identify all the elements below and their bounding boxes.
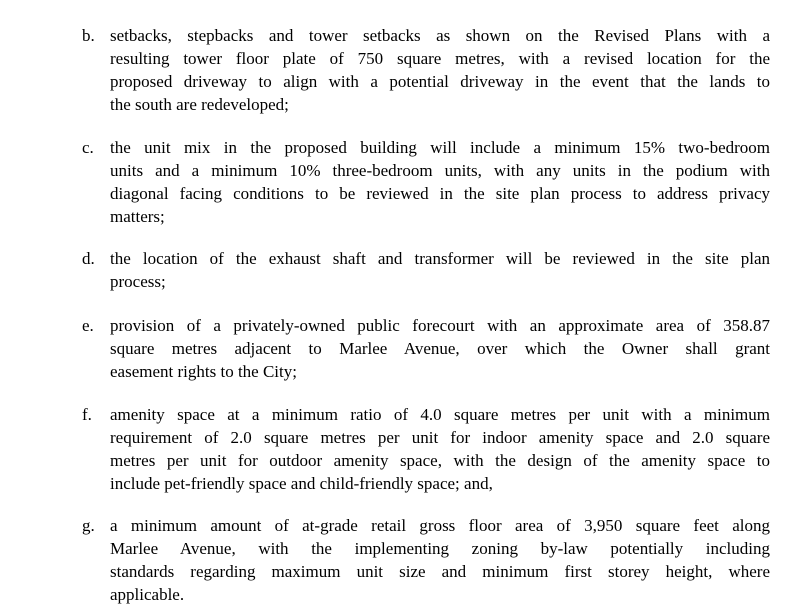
list-marker: g.: [82, 516, 95, 535]
list-item-text: [110, 314, 770, 383]
text-line: easement rights to the City;: [110, 362, 297, 381]
list-item-text: [110, 247, 770, 293]
text-line: proposed driveway to align with a potential driveway in the event that the lands to: [110, 72, 770, 91]
list-item-text: [110, 136, 770, 228]
text-line: metres per unit for outdoor amenity space, with the design of the amenity space to: [110, 451, 770, 470]
text-line: amenity space at a minimum ratio of 4.0 square metres per unit with a minimum: [110, 405, 770, 424]
text-line: applicable.: [110, 585, 185, 604]
text-line: setbacks, stepbacks and tower setbacks as shown on the Revised Plans with a: [110, 26, 770, 45]
text-line: units and a minimum 10% three-bedroom units, with any units in the podium with: [110, 161, 770, 180]
list-item-text: [110, 514, 770, 606]
text-line: the south are redeveloped;: [110, 95, 289, 114]
text-line: the unit mix in the proposed building will include a minimum 15% two-bedroom: [110, 138, 770, 157]
text-line: square metres adjacent to Marlee Avenue, over which the Owner shall grant: [110, 339, 770, 358]
text-line: the location of the exhaust shaft and transformer will be reviewed in the site plan: [110, 249, 770, 268]
text-line: matters;: [110, 207, 165, 226]
text-line: include pet-friendly space and child-friendly space; and,: [110, 474, 493, 493]
text-line: resulting tower floor plate of 750 square metres, with a revised location for the: [110, 49, 770, 68]
text-line: a minimum amount of at-grade retail gross floor area of 3,950 square feet along: [110, 516, 770, 535]
text-line: requirement of 2.0 square metres per unit for indoor amenity space and 2.0 square: [110, 428, 770, 447]
list-marker: b.: [82, 26, 95, 45]
list-item-text: [110, 24, 770, 116]
text-line: process;: [110, 272, 166, 291]
text-line: standards regarding maximum unit size and minimum first storey height, where: [110, 562, 770, 581]
text-line: Marlee Avenue, with the implementing zoning by-law potentially including: [110, 539, 770, 558]
list-marker: f.: [82, 405, 92, 424]
list-marker: d.: [82, 249, 95, 268]
list-item-text: [110, 403, 770, 495]
list-marker: e.: [82, 316, 94, 335]
list-marker: c.: [82, 138, 94, 157]
text-line: diagonal facing conditions to be reviewed in the site plan process to address privacy: [110, 184, 770, 203]
text-line: provision of a privately-owned public forecourt with an approximate area of 358.87: [110, 316, 770, 335]
